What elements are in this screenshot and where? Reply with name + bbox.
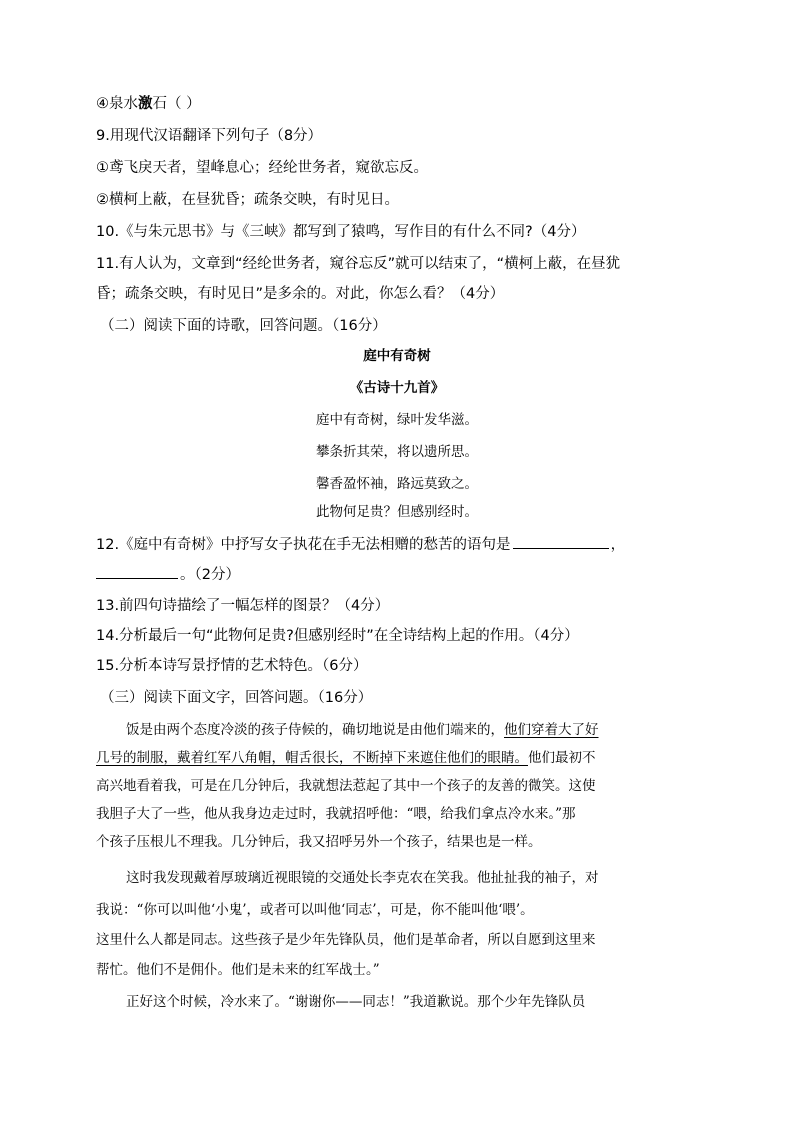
question-12-continued (96, 564, 696, 585)
passage-text: 饭是由两个态度冷淡的孩子侍候的，确切地说是由他们端来的， (126, 722, 504, 738)
passage-p2-line-2: 我说：“你可以叫他‘小鬼’，或者可以叫他‘同志’，可是，你不能叫他‘喂’。 (96, 902, 534, 918)
section-2-heading: （二）阅读下面的诗歌，回答问题。（16分） (100, 318, 387, 334)
question-11-line-2: 昏；疏条交映，有时见日”是多余的。对此，你怎么看？（4分） (96, 286, 505, 302)
question-9-sentence-2: ②横柯上蔽，在昼犹昏；疏条交映，有时见日。 (96, 192, 399, 208)
poem-source: 《古诗十九首》 (349, 380, 445, 396)
section-3-heading: （三）阅读下面文字，回答问题。（16分） (100, 690, 373, 706)
passage-p1-line-5: 个孩子压根儿不理我。几分钟后，我又招呼另外一个孩子，结果也是一样。 (96, 834, 542, 850)
poem-line-4: 此物何足贵？但感别经时。 (316, 504, 478, 520)
passage-p1-line-1 (126, 720, 726, 740)
question-8-item-4 (96, 94, 696, 114)
question-14: 14.分析最后一句“此物何足贵?但感别经时”在全诗结构上起的作用。（4分） (96, 628, 579, 644)
passage-text: 他们最初不 (528, 750, 596, 766)
answer-blank-2[interactable] (96, 564, 178, 579)
question-11-line-1: 11.有人认为，文章到“经纶世务者，窥谷忘反”就可以结束了，“横柯上蔽，在昼犹 (96, 256, 621, 272)
passage-p1-line-2 (96, 748, 696, 768)
question-12-comma: ， (610, 537, 626, 553)
item-prefix: ④泉水 (96, 96, 138, 112)
emphasized-character: 激 (138, 96, 153, 112)
passage-p2-line-4: 帮忙。他们不是佣仆。他们是未来的红军战士。” (96, 962, 380, 978)
passage-p1-line-3: 高兴地看着我，可是在几分钟后，我就想法惹起了其中一个孩子的友善的微笑。这使 (96, 778, 596, 794)
question-9-sentence-1: ①鸢飞戾天者，望峰息心；经纶世务者，窥欲忘反。 (96, 160, 428, 176)
question-12-text: 12.《庭中有奇树》中抒写女子执花在手无法相赠的愁苦的语句是 (96, 537, 511, 553)
passage-p2-line-1: 这时我发现戴着厚玻璃近视眼镜的交通处长李克农在笑我。他扯扯我的袖子，对 (126, 870, 599, 886)
question-15: 15.分析本诗写景抒情的艺术特色。（6分） (96, 658, 368, 674)
underlined-text: 几号的制服，戴着红军八角帽，帽舌很长，不断掉下来遮住他们的眼睛。 (96, 750, 528, 766)
question-10: 10.《与朱元思书》与《三峡》都写到了猿鸣，写作目的有什么不同?（4分） (96, 224, 586, 240)
question-9-stem: 9.用现代汉语翻译下列句子（8分） (96, 128, 323, 144)
question-12-score: 。（2分） (180, 567, 240, 583)
passage-p2-line-3: 这里什么人都是同志。这些孩子是少年先锋队员，他们是革命者，所以自愿到这里来 (96, 932, 596, 948)
question-13: 13.前四句诗描绘了一幅怎样的图景？（4分） (96, 598, 390, 614)
underlined-text: 他们穿着大了好 (504, 722, 599, 738)
passage-p3-line-1: 正好这个时候，冷水来了。“谢谢你——同志！”我道歉说。那个少年先锋队员 (126, 994, 586, 1010)
item-blank: 石（ ） (152, 96, 201, 112)
poem-line-2: 攀条折其荣，将以遗所思。 (316, 444, 478, 460)
answer-blank-1[interactable] (513, 534, 609, 549)
poem-line-3: 馨香盈怀袖，路远莫致之。 (316, 476, 478, 492)
passage-p1-line-4: 我胆子大了一些，他从我身边走过时，我就招呼他：“喂，给我们拿点冷水来。”那 (96, 806, 576, 822)
poem-title: 庭中有奇树 (363, 348, 431, 364)
poem-line-1: 庭中有奇树，绿叶发华滋。 (316, 412, 478, 428)
question-12 (96, 534, 696, 555)
